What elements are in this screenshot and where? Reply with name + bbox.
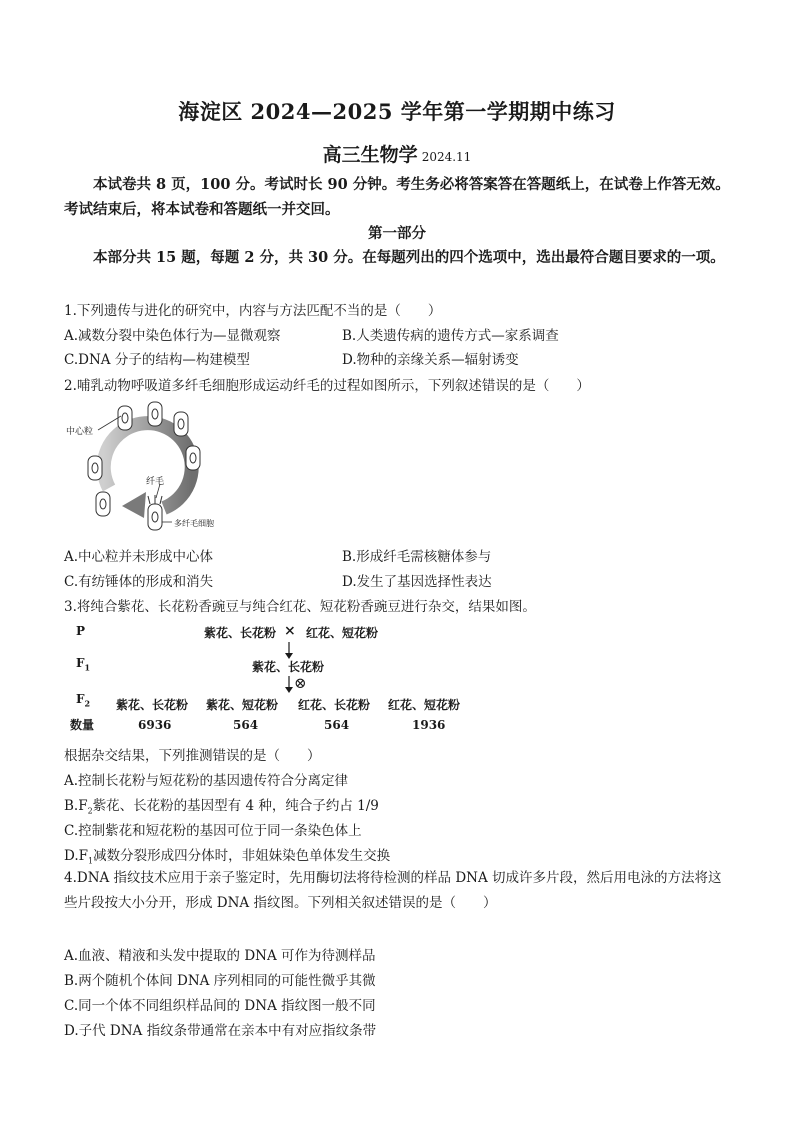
q1-option-a: A.减数分裂中染色体行为—显微观察 [64, 328, 281, 344]
exam-instructions: 本试卷共 8 页，100 分。考试时长 90 分钟。考生务必将答案答在答题纸上，在试卷上作答无效。考试结束后，将本试卷和答题纸一并交回。 [64, 176, 730, 218]
q2-option-b: B.形成纤毛需核糖体参与 [342, 549, 492, 565]
q2-option-a: A.中心粒并未形成中心体 [64, 549, 214, 565]
cell-1 [118, 406, 132, 430]
q3-option-a: A.控制长花粉与短花粉的基因遗传符合分离定律 [64, 773, 349, 789]
f1-generation-label [76, 656, 90, 672]
f2-count-4: 1936 [412, 718, 446, 732]
part-instructions: 本部分共 15 题，每题 2 分，共 30 分。在每题列出的四个选项中，选出最符合题目要求的一项。 [93, 249, 725, 266]
q3-b-prefix: B.F [64, 798, 88, 814]
q4-option-d: D.子代 DNA 指纹条带通常在亲本中有对应指纹条带 [64, 1023, 377, 1039]
f2-count-2: 564 [233, 718, 259, 732]
subject-name: 高三生物学 [322, 144, 418, 166]
f2-count-1: 6936 [138, 718, 172, 732]
cell-3 [174, 412, 188, 436]
q2-stem: 2.哺乳动物呼吸道多纤毛细胞形成运动纤毛的过程如图所示，下列叙述错误的是（ ） [64, 378, 590, 394]
f2-phenotype-4: 红花、短花粉 [388, 698, 461, 712]
exam-subtitle [0, 140, 794, 167]
f2-count-3: 564 [324, 718, 350, 732]
f2-phenotype-3: 红花、长花粉 [298, 698, 371, 712]
centriole-label: 中心粒 [66, 427, 94, 437]
cell-7-ciliated [148, 495, 162, 530]
q1-option-c: C.DNA 分子的结构—构建模型 [64, 352, 250, 368]
ciliated-cell-label: 多纤毛细胞 [174, 519, 214, 528]
f1-subscript: 1 [84, 662, 91, 673]
f1-phenotype: 紫花、长花粉 [252, 660, 325, 674]
q4-option-c: C.同一个体不同组织样品间的 DNA 指纹图一般不同 [64, 998, 376, 1014]
f1-letter: F [76, 656, 85, 670]
f2-subscript: 2 [84, 698, 91, 709]
q3-d-subscript: 1 [88, 856, 94, 866]
q3-option-d [64, 844, 390, 866]
cross-symbol: × [284, 623, 296, 639]
exam-date: 2024.11 [421, 150, 472, 164]
q1-option-b: B.人类遗传病的遗传方式—家系调查 [342, 328, 559, 344]
q3-d-text: 减数分裂形成四分体时，非姐妹染色单体发生交换 [93, 848, 391, 864]
cell-2 [148, 402, 162, 426]
f2-phenotype-1: 紫花、长花粉 [116, 698, 189, 712]
q1-stem: 1.下列遗传与进化的研究中，内容与方法匹配不当的是（ ） [64, 303, 442, 319]
q3-question: 根据杂交结果，下列推测错误的是（ ） [64, 748, 321, 764]
cell-4 [186, 446, 200, 470]
cycle-arrowhead [122, 492, 146, 518]
f2-phenotype-2: 紫花、短花粉 [206, 698, 279, 712]
ciliogenesis-diagram [64, 400, 244, 540]
p-parent-left: 紫花、长花粉 [204, 626, 277, 640]
q2-option-d: D.发生了基因选择性表达 [342, 574, 492, 590]
selfing-symbol: ⊗ [294, 674, 307, 692]
f2-letter: F [76, 692, 85, 706]
q2-option-c: C.有纺锤体的形成和消失 [64, 574, 214, 590]
exam-title: 海淀区 2024—2025 学年第一学期期中练习 [178, 99, 616, 124]
count-label: 数量 [70, 718, 95, 732]
q3-b-subscript: 2 [87, 806, 93, 816]
q4-option-b: B.两个随机个体间 DNA 序列相同的可能性微乎其微 [64, 973, 376, 989]
q3-stem: 3.将纯合紫花、长花粉香豌豆与纯合红花、短花粉香豌豆进行杂交，结果如图。 [64, 599, 536, 615]
q4-stem: 4.DNA 指纹技术应用于亲子鉴定时，先用酶切法将待检测的样品 DNA 切成许多片段，然后用电泳的方法将这些片段按大小分开，形成 DNA 指纹图。下列相关叙述错误的是（ ） [64, 870, 722, 911]
q3-d-prefix: D.F [64, 848, 89, 864]
p-parent-right: 红花、短花粉 [306, 626, 379, 640]
f1-to-f2-arrow [284, 676, 294, 694]
cilia-label: 纤毛 [146, 477, 165, 487]
p-generation-label: P [76, 624, 86, 638]
cell-6 [96, 492, 110, 516]
q1-option-d: D.物种的亲缘关系—辐射诱变 [342, 352, 519, 368]
q4-option-a: A.血液、精液和头发中提取的 DNA 可作为待测样品 [64, 948, 376, 964]
q3-b-text: 紫花、长花粉的基因型有 4 种，纯合子约占 1/9 [92, 798, 379, 814]
cell-5 [88, 456, 102, 480]
q3-option-c: C.控制紫花和短花粉的基因可位于同一条染色体上 [64, 823, 362, 839]
f2-generation-label [76, 692, 90, 708]
part-heading: 第一部分 [368, 225, 426, 242]
q3-option-b [64, 794, 379, 816]
